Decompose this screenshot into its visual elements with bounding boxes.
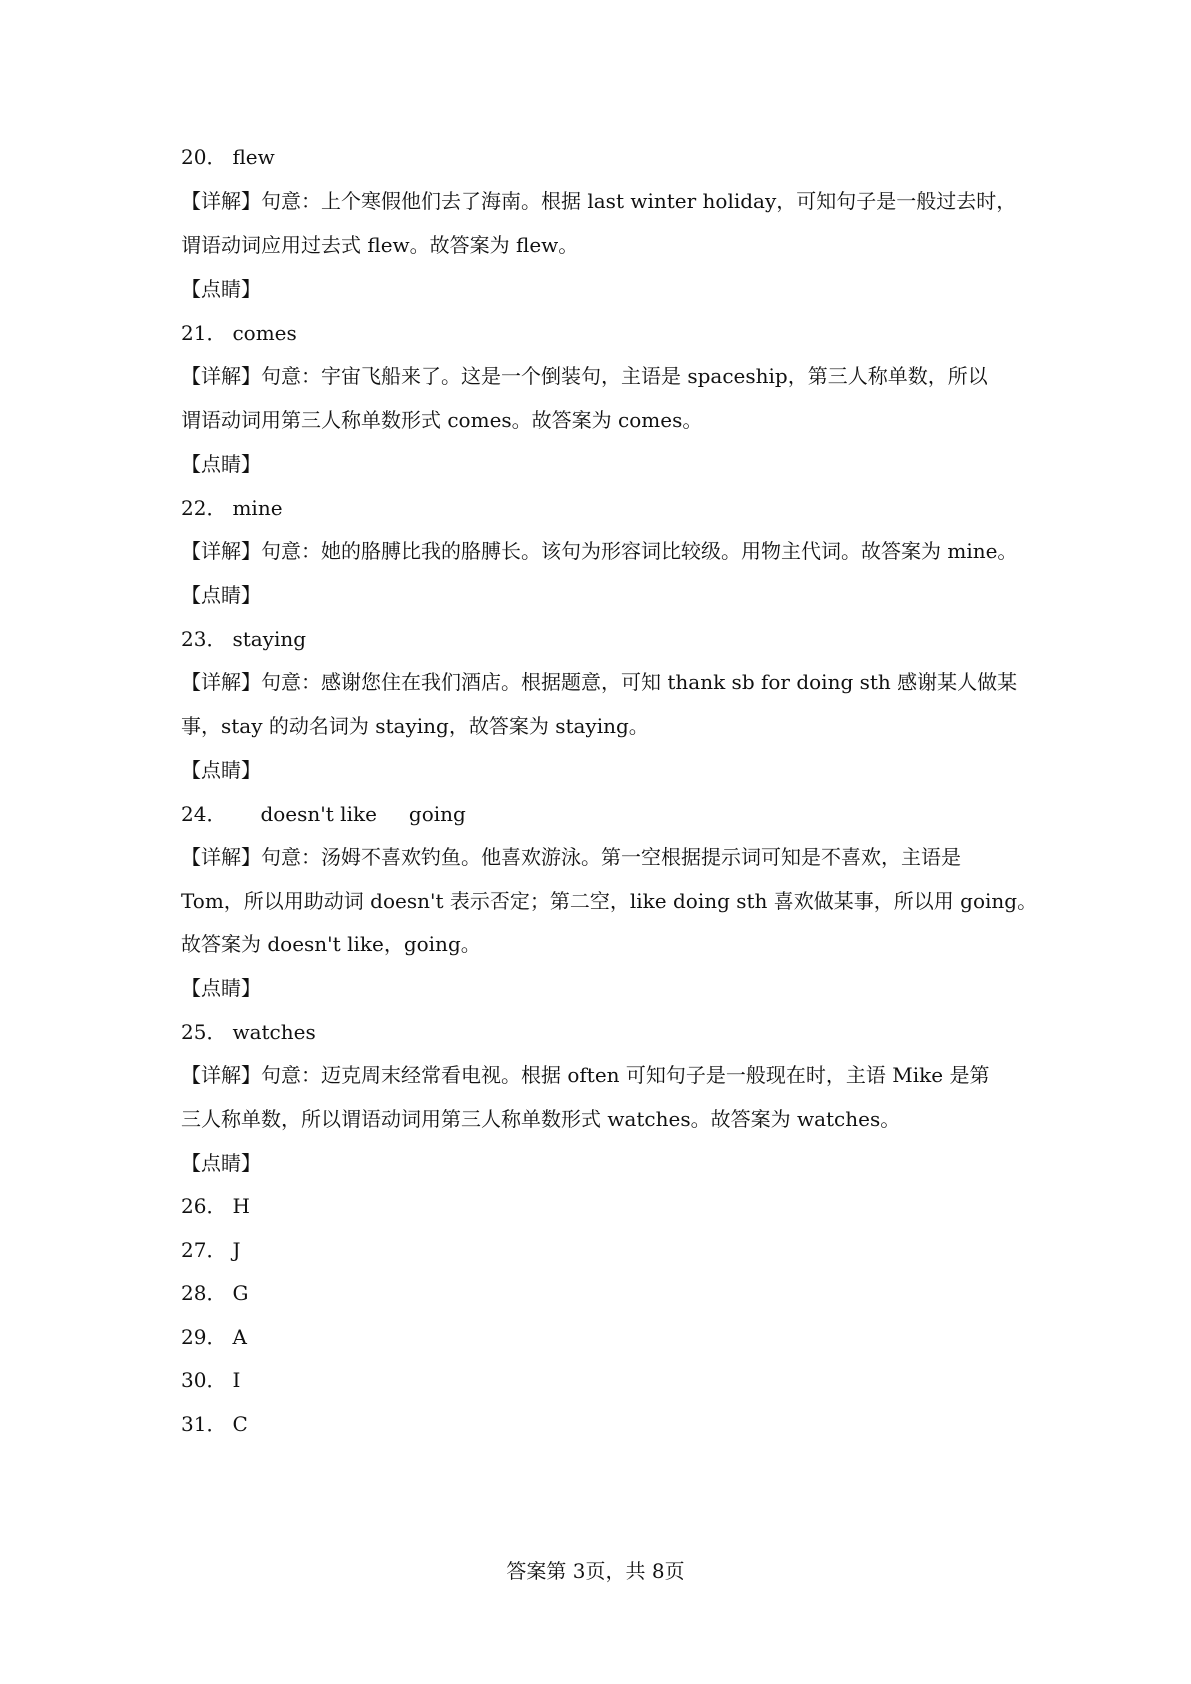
question-number: 23． <box>181 627 227 651</box>
question-number: 21． <box>181 321 227 345</box>
answer-blank-1: doesn't like <box>260 802 377 826</box>
detail-line: 故答案为 doesn't like，going。 <box>181 932 481 956</box>
page-footer: 答案第 3页，共 8页 <box>506 1559 685 1583</box>
answer-heading-31 <box>181 1411 248 1437</box>
detail-line: 三人称单数，所以谓语动词用第三人称单数形式 watches。故答案为 watches。 <box>181 1107 901 1131</box>
detail-line: 【详解】句意：汤姆不喜欢钓鱼。他喜欢游泳。第一空根据提示词可知是不喜欢，主语是 <box>181 845 961 869</box>
answer-blank-2: going <box>408 802 466 826</box>
detail-line: 【详解】句意：宇宙飞船来了。这是一个倒装句，主语是 spaceship，第三人称单数，所以 <box>181 364 988 388</box>
answer-text: I <box>232 1368 241 1392</box>
question-number: 30． <box>181 1368 227 1392</box>
tip-label: 【点睛】 <box>181 1151 261 1175</box>
question-number: 28． <box>181 1281 227 1305</box>
answer-text: watches <box>232 1020 316 1044</box>
detail-line: Tom，所以用助动词 doesn't 表示否定；第二空，like doing sth 喜欢做某事，所以用 going。 <box>181 889 1038 913</box>
answer-text: comes <box>232 321 297 345</box>
answer-heading-23 <box>181 626 306 652</box>
answer-heading-24 <box>181 801 466 827</box>
answer-text: staying <box>232 627 307 651</box>
detail-line: 【详解】句意：迈克周末经常看电视。根据 often 可知句子是一般现在时，主语 Mike 是第 <box>181 1063 990 1087</box>
detail-line: 事，stay 的动名词为 staying，故答案为 staying。 <box>181 714 649 738</box>
detail-line: 【详解】句意：上个寒假他们去了海南。根据 last winter holiday，可知句子是一般过去时， <box>181 189 1017 213</box>
answer-text: flew <box>232 145 275 169</box>
question-number: 24． <box>181 802 227 826</box>
answer-text: A <box>232 1325 247 1349</box>
answer-heading-27 <box>181 1237 240 1263</box>
answer-heading-30 <box>181 1367 240 1393</box>
question-number: 31． <box>181 1412 227 1436</box>
tip-label: 【点睛】 <box>181 758 261 782</box>
answer-text: C <box>232 1412 248 1436</box>
question-number: 22． <box>181 496 227 520</box>
tip-label: 【点睛】 <box>181 976 261 1000</box>
question-number: 27． <box>181 1238 227 1262</box>
question-number: 20． <box>181 145 227 169</box>
question-number: 29． <box>181 1325 227 1349</box>
answer-heading-28 <box>181 1280 248 1306</box>
detail-line: 谓语动词应用过去式 flew。故答案为 flew。 <box>181 233 579 257</box>
detail-line: 谓语动词用第三人称单数形式 comes。故答案为 comes。 <box>181 408 703 432</box>
answer-heading-26 <box>181 1193 250 1219</box>
answer-text: G <box>232 1281 249 1305</box>
answer-heading-29 <box>181 1324 247 1350</box>
question-number: 26． <box>181 1194 227 1218</box>
answer-text: H <box>232 1194 250 1218</box>
answer-heading-22 <box>181 495 283 521</box>
answer-heading-21 <box>181 320 297 346</box>
question-number: 25． <box>181 1020 227 1044</box>
tip-label: 【点睛】 <box>181 452 261 476</box>
tip-label: 【点睛】 <box>181 583 261 607</box>
answer-text: mine <box>232 496 283 520</box>
detail-line: 【详解】句意：感谢您住在我们酒店。根据题意，可知 thank sb for doing sth 感谢某人做某 <box>181 670 1018 694</box>
detail-line: 【详解】句意：她的胳膊比我的胳膊长。该句为形容词比较级。用物主代词。故答案为 mine。 <box>181 539 1018 563</box>
answer-heading-20 <box>181 144 275 170</box>
answer-text: J <box>232 1238 241 1262</box>
tip-label: 【点睛】 <box>181 277 261 301</box>
answer-heading-25 <box>181 1019 316 1045</box>
